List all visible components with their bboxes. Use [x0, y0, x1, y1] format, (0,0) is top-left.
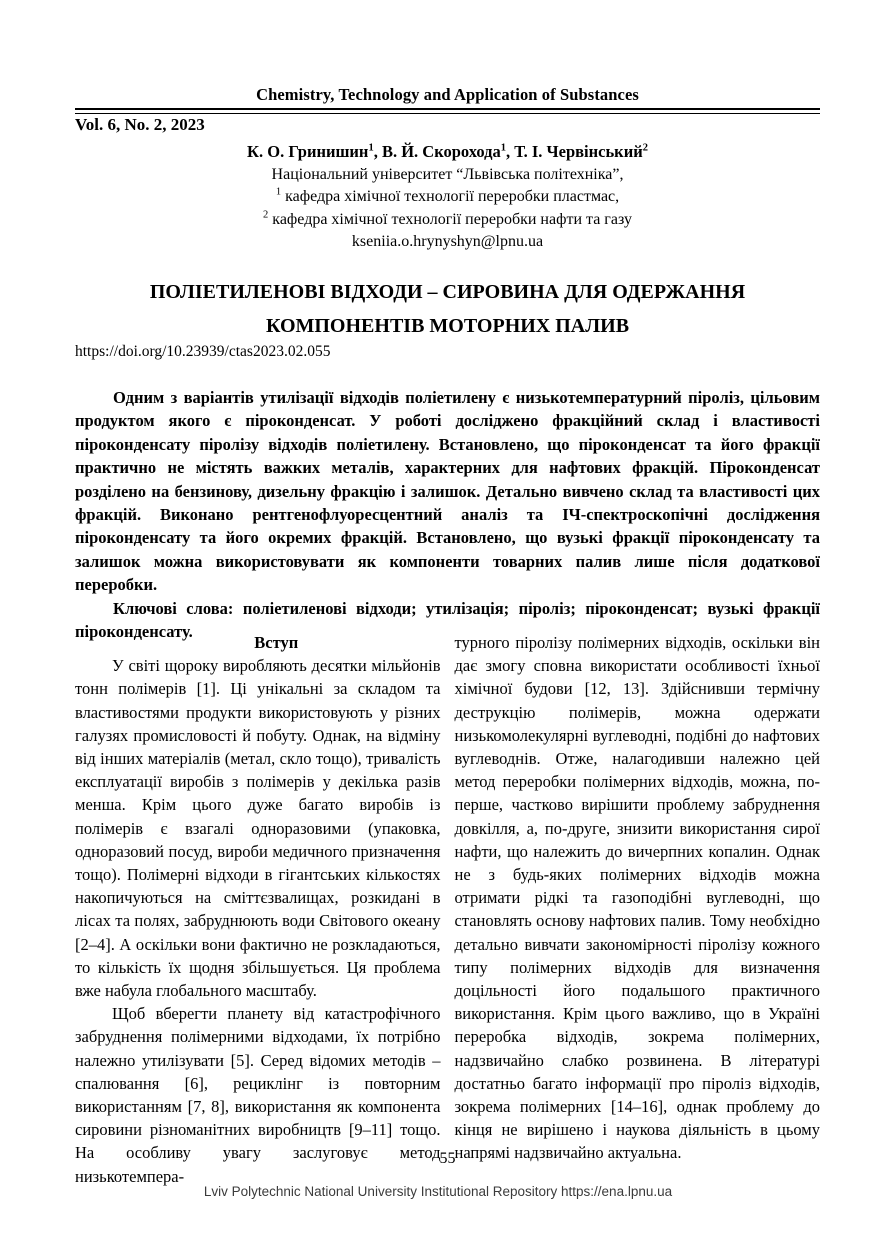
abstract-paragraph: Одним з варіантів утилізації відходів поліетилену є низькотемпературний піроліз, цільовим продуктом якого є піроконденсат. У роботі досліджено фракційний склад і властивості піроконденсату піролізу відходів поліетилену. Встановлено, що піроконденсат та його фракції практично не містять важких металів, характерних для нафтових фракцій. Піроконденсат розділено на бензинову, дизельну фракцію і залишок. Детально вивчено склад та властивості цих фракцій. Виконано рентгенофлуоресцентний аналіз та ІЧ-спектроскопічні дослідження піроконденсату та його окремих фракцій. Встановлено, що вузькі фракції піроконденсату та залишок можна використовувати як компоненти товарних палив лише після додаткової переробки. — [75, 388, 820, 595]
affiliation-university: Національний університет “Львівська політехніка”, — [271, 165, 624, 183]
author-name-2: , В. Й. Скорохода — [373, 142, 501, 161]
left-column — [75, 631, 441, 1188]
article-title: ПОЛІЕТИЛЕНОВІ ВІДХОДИ – СИРОВИНА ДЛЯ ОДЕРЖАННЯ КОМПОНЕНТІВ МОТОРНИХ ПАЛИВ — [149, 281, 746, 337]
repository-footer — [0, 1184, 876, 1199]
journal-header — [75, 85, 820, 135]
header-rule — [75, 108, 820, 114]
affiliation-dept-1-superscript: 1 — [275, 186, 282, 198]
author-email[interactable]: kseniia.o.hrynyshyn@lpnu.ua — [351, 233, 544, 251]
affiliation-dept-2 — [75, 209, 820, 232]
body-columns — [75, 631, 820, 1188]
doi-line — [75, 343, 820, 361]
repository-text: Lviv Polytechnic National University Institutional Repository — [203, 1184, 558, 1199]
affiliation-dept-1-text: кафедра хімічної технології переробки пластмас, — [281, 188, 620, 206]
repository-link[interactable]: https://ena.lpnu.ua — [561, 1184, 673, 1199]
affiliation-dept-2-text: кафедра хімічної технології переробки нафти та газу — [268, 210, 632, 228]
doi-link[interactable]: https://doi.org/10.23939/ctas2023.02.055 — [75, 343, 331, 360]
author-name-3: , Т. І. Червінський — [506, 142, 643, 161]
section-heading-vstup: Вступ — [254, 633, 299, 652]
authors-affiliation-block — [75, 141, 820, 254]
authors-line — [75, 141, 820, 164]
author-superscript-1: 1 — [368, 142, 374, 154]
body-paragraph: турного піролізу полімерних відходів, оскільки він дає змогу сповна використати особливості їхньої хімічної будови [12, 13]. Здійснивши термічну деструкцію полімерів, можна одержати низькомолекулярні вуглеводні, подібні до нафтових вуглеводнів. Отже, налагодивши належно цей метод переробки полімерних відходів, можна, по-перше, частково вирішити проблему забруднення довкілля, а, по-друге, знизити використання сирої нафти, що належить до вичерпних копалин. Однак не з будь-яких полімерних відходів можна отримати рідкі та газоподібні вуглеводні, що становлять основу нафтових палив. Тому необхідно детально вивчати закономірності піролізу кожного типу полімерних відходів для визначення доцільності його подальшого практичного використання. Крім цього важливо, що в Україні переробка відходів, зокрема полімерних, надзвичайно слабко розвинена. В літературі достатньо багато інформації про піроліз відходів, зокрема полімерних [14–16], однак проблему до кінця не вирішено і наукова діяльність в цьому напрямі надзвичайно актуальна. — [454, 633, 820, 1163]
abstract-block — [75, 386, 820, 643]
volume-line: Vol. 6, No. 2, 2023 — [75, 115, 205, 134]
page-number: 55 — [439, 1150, 456, 1167]
author-superscript-2: 1 — [500, 142, 506, 154]
body-paragraph: Щоб вберегти планету від катастрофічного забруднення полімерними відходами, їх потрібно належно утилізувати [5]. Серед відомих методів – спалювання [6], рециклінг із повторним використанням [7, 8], використання як компонента сировини різноманітних виробництв [9–11] тощо. На особливу увагу заслуговує метод низькотемпера- — [75, 1004, 441, 1186]
author-superscript-3: 2 — [642, 142, 648, 154]
affiliation-dept-2-superscript: 2 — [263, 209, 269, 221]
keywords-label: Ключові слова: — [113, 598, 234, 618]
body-paragraph: У світі щороку виробляють десятки мільйонів тонн полімерів [1]. Ці унікальні за складом та властивостями продукти використовують у різних галузях промисловості й побуту. Однак, на відміну від інших матеріалів (метал, скло тощо), тривалість експлуатації виробів з полімерів у декілька разів менша. Крім цього дуже багато виробів із полімерів є взагалі одноразовими (упаковка, одноразовий посуд, вироби медичного призначення тощо). Полімерні відходи в гігантських кількостях накопичуються на сміттєзвалищах, розкидані в лісах та полях, забруднюють води Світового океану [2–4]. А оскільки вони фактично не розкладаються, то кількість їх щодня збільшується. Ця проблема вже набула глобального масштабу. — [75, 656, 441, 1001]
affiliation-dept-1 — [75, 186, 820, 209]
keywords-text: поліетиленові відходи; утилізація; піроліз; піроконденсат; вузькі фракції піроконденсату. — [75, 598, 820, 642]
journal-title: Chemistry, Technology and Application of Substances — [256, 85, 639, 104]
right-column — [455, 631, 821, 1188]
author-name-1: К. О. Гринишин — [247, 142, 369, 161]
